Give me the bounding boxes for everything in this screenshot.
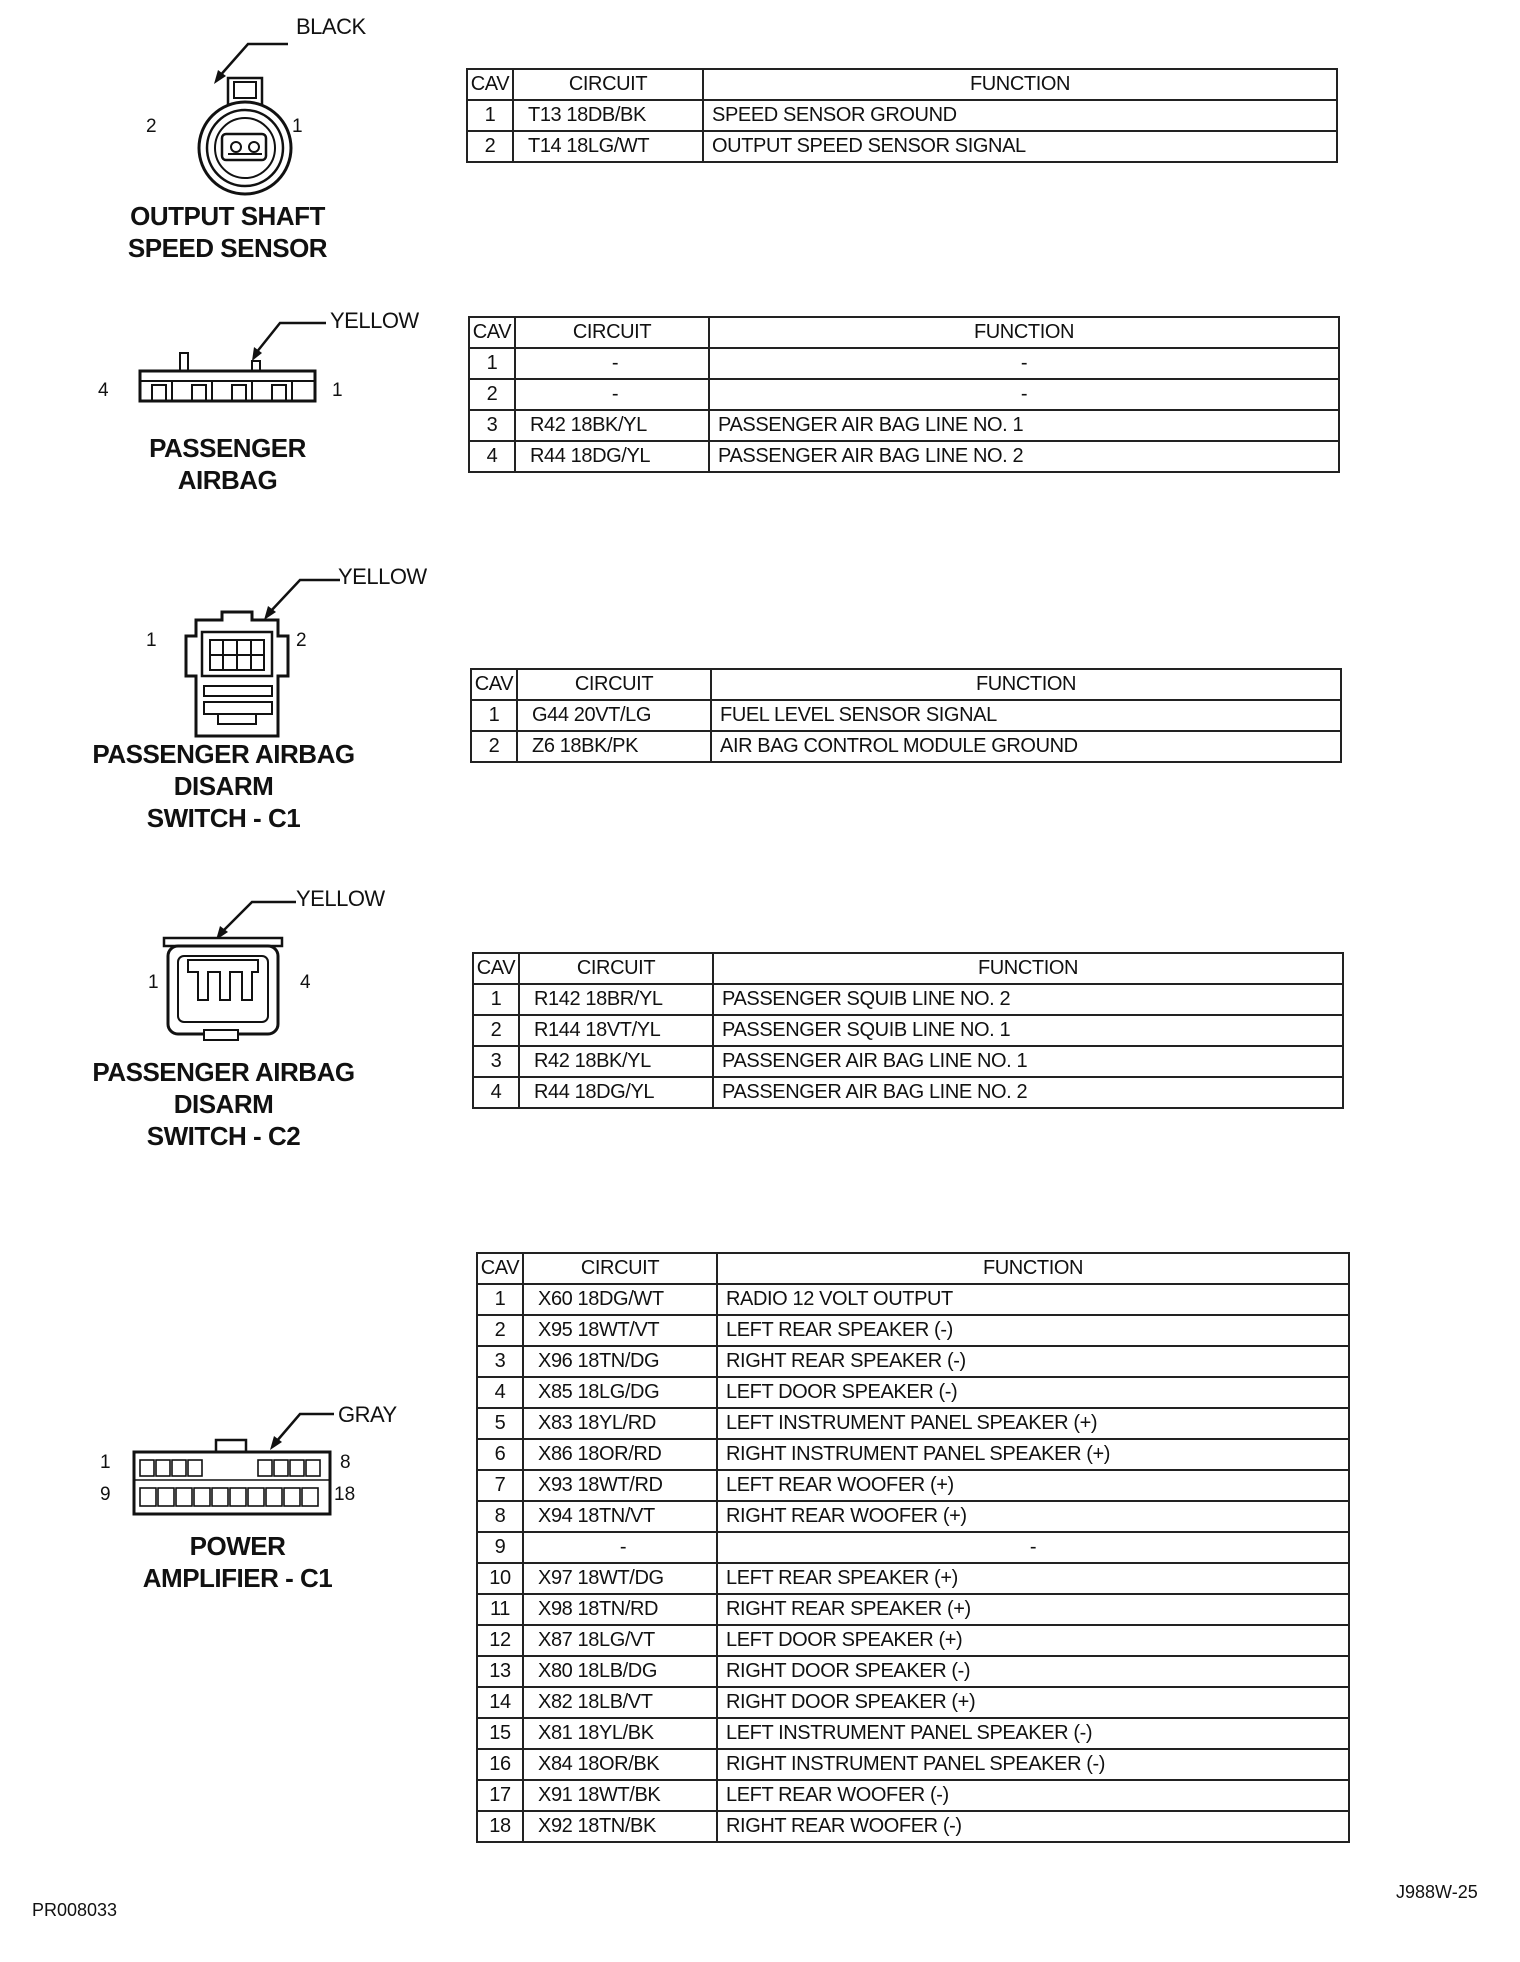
- cell-circuit: R144 18VT/YL: [519, 1015, 713, 1046]
- cell-circuit: X83 18YL/RD: [523, 1408, 717, 1439]
- cell-cav: 3: [469, 410, 515, 441]
- cell-cav: 3: [473, 1046, 519, 1077]
- cell-cav: 4: [473, 1077, 519, 1108]
- cell-cav: 18: [477, 1811, 523, 1842]
- cell-cav: 9: [477, 1532, 523, 1563]
- multi-pin-connector-icon: [126, 1400, 346, 1520]
- cell-circuit: T13 18DB/BK: [513, 100, 703, 131]
- cell-circuit: X84 18OR/BK: [523, 1749, 717, 1780]
- cell-cav: 4: [477, 1377, 523, 1408]
- cell-circuit: R142 18BR/YL: [519, 984, 713, 1015]
- pin-label-1: 1: [100, 1452, 111, 1473]
- table-row: [467, 100, 1337, 131]
- cell-function: LEFT REAR SPEAKER (-): [717, 1315, 1349, 1346]
- cell-function: LEFT DOOR SPEAKER (-): [717, 1377, 1349, 1408]
- cell-cav: 2: [467, 131, 513, 162]
- pin-label-left: 1: [148, 972, 159, 993]
- cell-cav: 2: [471, 731, 517, 762]
- connector-title: OUTPUT SHAFT SPEED SENSOR: [127, 201, 328, 263]
- connector-color-label: BLACK: [296, 14, 366, 39]
- cell-function: PASSENGER SQUIB LINE NO. 1: [713, 1015, 1343, 1046]
- table-row: [473, 984, 1343, 1015]
- cell-function: PASSENGER AIR BAG LINE NO. 2: [713, 1077, 1343, 1108]
- cell-cav: 8: [477, 1501, 523, 1532]
- cell-circuit: X86 18OR/RD: [523, 1439, 717, 1470]
- cell-cav: 11: [477, 1594, 523, 1625]
- cell-circuit: X81 18YL/BK: [523, 1718, 717, 1749]
- cell-cav: 10: [477, 1563, 523, 1594]
- table-row: [477, 1687, 1349, 1718]
- cell-function: RIGHT REAR SPEAKER (+): [717, 1594, 1349, 1625]
- cell-function: SPEED SENSOR GROUND: [703, 100, 1337, 131]
- pin-label-right: 1: [292, 116, 303, 137]
- cell-function: LEFT INSTRUMENT PANEL SPEAKER (-): [717, 1718, 1349, 1749]
- cell-circuit: X60 18DG/WT: [523, 1284, 717, 1315]
- cell-circuit: R42 18BK/YL: [515, 410, 709, 441]
- cell-cav: 2: [477, 1315, 523, 1346]
- table-row: [469, 379, 1339, 410]
- table-row: [477, 1718, 1349, 1749]
- cell-function: FUEL LEVEL SENSOR SIGNAL: [711, 700, 1341, 731]
- cell-function: RIGHT DOOR SPEAKER (-): [717, 1656, 1349, 1687]
- flat-connector-icon: [130, 305, 330, 405]
- cell-cav: 3: [477, 1346, 523, 1377]
- pin-label-right: 2: [296, 630, 307, 651]
- pin-label-9: 9: [100, 1484, 111, 1505]
- column-header-circuit: CIRCUIT: [513, 69, 703, 100]
- table-row: [477, 1315, 1349, 1346]
- cell-circuit: X93 18WT/RD: [523, 1470, 717, 1501]
- column-header-circuit: CIRCUIT: [517, 669, 711, 700]
- column-header-circuit: CIRCUIT: [515, 317, 709, 348]
- pinout-table-power-amplifier-c1: [476, 1252, 1350, 1843]
- table-row: [477, 1377, 1349, 1408]
- column-header-circuit: CIRCUIT: [519, 953, 713, 984]
- cell-function: RIGHT INSTRUMENT PANEL SPEAKER (-): [717, 1749, 1349, 1780]
- connector-color-label: GRAY: [338, 1402, 397, 1427]
- table-row: [477, 1346, 1349, 1377]
- table-row: [477, 1439, 1349, 1470]
- cell-function: PASSENGER AIR BAG LINE NO. 1: [709, 410, 1339, 441]
- cell-circuit: Z6 18BK/PK: [517, 731, 711, 762]
- table-row: [477, 1594, 1349, 1625]
- figure-code-right: J988W-25: [1396, 1882, 1478, 1902]
- cell-circuit: -: [515, 348, 709, 379]
- table-row: [477, 1811, 1349, 1842]
- connector-title: PASSENGER AIRBAG DISARM SWITCH - C1: [92, 739, 355, 833]
- table-row: [473, 1046, 1343, 1077]
- cell-circuit: X97 18WT/DG: [523, 1563, 717, 1594]
- cell-cav: 6: [477, 1439, 523, 1470]
- cell-function: RADIO 12 VOLT OUTPUT: [717, 1284, 1349, 1315]
- pinout-table-passenger-airbag-disarm-switch-c1: [470, 668, 1342, 763]
- table-row: [469, 410, 1339, 441]
- cell-circuit: X94 18TN/VT: [523, 1501, 717, 1532]
- pinout-table-passenger-airbag-disarm-switch-c2: [472, 952, 1344, 1109]
- table-row: [467, 131, 1337, 162]
- table-row: [471, 700, 1341, 731]
- table-row: [477, 1780, 1349, 1811]
- switch-connector-icon: [150, 560, 350, 730]
- cell-cav: 1: [467, 100, 513, 131]
- cell-function: OUTPUT SPEED SENSOR SIGNAL: [703, 131, 1337, 162]
- table-row: [477, 1656, 1349, 1687]
- cell-circuit: X80 18LB/DG: [523, 1656, 717, 1687]
- column-header-function: FUNCTION: [711, 669, 1341, 700]
- cell-function: RIGHT REAR WOOFER (+): [717, 1501, 1349, 1532]
- column-header-cav: CAV: [469, 317, 515, 348]
- pin-label-8: 8: [340, 1452, 351, 1473]
- pin-label-right: 4: [300, 972, 311, 993]
- column-header-cav: CAV: [467, 69, 513, 100]
- cell-cav: 1: [471, 700, 517, 731]
- cell-function: RIGHT INSTRUMENT PANEL SPEAKER (+): [717, 1439, 1349, 1470]
- cell-cav: 1: [469, 348, 515, 379]
- cell-circuit: X87 18LG/VT: [523, 1625, 717, 1656]
- table-row: [477, 1563, 1349, 1594]
- column-header-function: FUNCTION: [717, 1253, 1349, 1284]
- column-header-cav: CAV: [471, 669, 517, 700]
- cell-circuit: X95 18WT/VT: [523, 1315, 717, 1346]
- cell-function: LEFT REAR WOOFER (-): [717, 1780, 1349, 1811]
- connector-title: PASSENGER AIRBAG: [149, 433, 306, 495]
- cell-circuit: R44 18DG/YL: [515, 441, 709, 472]
- table-header-row: [477, 1253, 1349, 1284]
- table-row: [477, 1501, 1349, 1532]
- cell-cav: 2: [469, 379, 515, 410]
- table-header-row: [471, 669, 1341, 700]
- pin-label-left: 2: [146, 116, 157, 137]
- cell-circuit: -: [523, 1532, 717, 1563]
- cell-function: RIGHT DOOR SPEAKER (+): [717, 1687, 1349, 1718]
- pin-label-left: 1: [146, 630, 157, 651]
- cell-circuit: X82 18LB/VT: [523, 1687, 717, 1718]
- column-header-function: FUNCTION: [709, 317, 1339, 348]
- table-header-row: [473, 953, 1343, 984]
- connector-color-label: YELLOW: [338, 564, 427, 589]
- table-row: [477, 1625, 1349, 1656]
- pinout-table-output-shaft-speed-sensor: [466, 68, 1338, 163]
- cell-circuit: -: [515, 379, 709, 410]
- cell-circuit: R42 18BK/YL: [519, 1046, 713, 1077]
- cell-cav: 12: [477, 1625, 523, 1656]
- column-header-cav: CAV: [473, 953, 519, 984]
- cell-cav: 4: [469, 441, 515, 472]
- table-header-row: [469, 317, 1339, 348]
- table-row: [469, 441, 1339, 472]
- cell-circuit: X85 18LG/DG: [523, 1377, 717, 1408]
- cell-function: -: [709, 348, 1339, 379]
- cell-circuit: X91 18WT/BK: [523, 1780, 717, 1811]
- table-row: [469, 348, 1339, 379]
- table-header-row: [467, 69, 1337, 100]
- column-header-cav: CAV: [477, 1253, 523, 1284]
- cell-circuit: X98 18TN/RD: [523, 1594, 717, 1625]
- table-row: [473, 1077, 1343, 1108]
- cell-function: -: [717, 1532, 1349, 1563]
- round-connector-icon: [170, 20, 310, 180]
- connector-title: POWER AMPLIFIER - C1: [142, 1531, 333, 1593]
- pin-label-left: 4: [98, 380, 109, 401]
- table-row: [477, 1284, 1349, 1315]
- connector-color-label: YELLOW: [296, 886, 385, 911]
- cell-function: RIGHT REAR WOOFER (-): [717, 1811, 1349, 1842]
- cell-function: LEFT INSTRUMENT PANEL SPEAKER (+): [717, 1408, 1349, 1439]
- pinout-table-passenger-airbag: [468, 316, 1340, 473]
- table-row: [477, 1408, 1349, 1439]
- cell-cav: 14: [477, 1687, 523, 1718]
- cell-function: RIGHT REAR SPEAKER (-): [717, 1346, 1349, 1377]
- cell-cav: 16: [477, 1749, 523, 1780]
- cell-function: -: [709, 379, 1339, 410]
- pin-label-18: 18: [334, 1484, 356, 1505]
- cell-function: LEFT REAR SPEAKER (+): [717, 1563, 1349, 1594]
- pin-label-right: 1: [332, 380, 343, 401]
- cell-function: LEFT DOOR SPEAKER (+): [717, 1625, 1349, 1656]
- cell-cav: 1: [477, 1284, 523, 1315]
- table-row: [473, 1015, 1343, 1046]
- table-row: [477, 1749, 1349, 1780]
- cell-function: AIR BAG CONTROL MODULE GROUND: [711, 731, 1341, 762]
- cell-cav: 13: [477, 1656, 523, 1687]
- column-header-function: FUNCTION: [703, 69, 1337, 100]
- cell-circuit: R44 18DG/YL: [519, 1077, 713, 1108]
- cell-cav: 5: [477, 1408, 523, 1439]
- cell-cav: 7: [477, 1470, 523, 1501]
- cell-circuit: G44 20VT/LG: [517, 700, 711, 731]
- connector-color-label: YELLOW: [330, 308, 419, 333]
- cell-cav: 15: [477, 1718, 523, 1749]
- cell-circuit: X92 18TN/BK: [523, 1811, 717, 1842]
- cell-function: PASSENGER SQUIB LINE NO. 2: [713, 984, 1343, 1015]
- figure-code-left: PR008033: [32, 1900, 118, 1920]
- cell-cav: 2: [473, 1015, 519, 1046]
- cell-function: PASSENGER AIR BAG LINE NO. 2: [709, 441, 1339, 472]
- cell-cav: 17: [477, 1780, 523, 1811]
- connector-title: PASSENGER AIRBAG DISARM SWITCH - C2: [92, 1057, 355, 1151]
- cell-cav: 1: [473, 984, 519, 1015]
- table-row: [477, 1470, 1349, 1501]
- table-row: [471, 731, 1341, 762]
- table-row: [477, 1532, 1349, 1563]
- column-header-function: FUNCTION: [713, 953, 1343, 984]
- column-header-circuit: CIRCUIT: [523, 1253, 717, 1284]
- cell-function: LEFT REAR WOOFER (+): [717, 1470, 1349, 1501]
- cell-function: PASSENGER AIR BAG LINE NO. 1: [713, 1046, 1343, 1077]
- cell-circuit: T14 18LG/WT: [513, 131, 703, 162]
- cell-circuit: X96 18TN/DG: [523, 1346, 717, 1377]
